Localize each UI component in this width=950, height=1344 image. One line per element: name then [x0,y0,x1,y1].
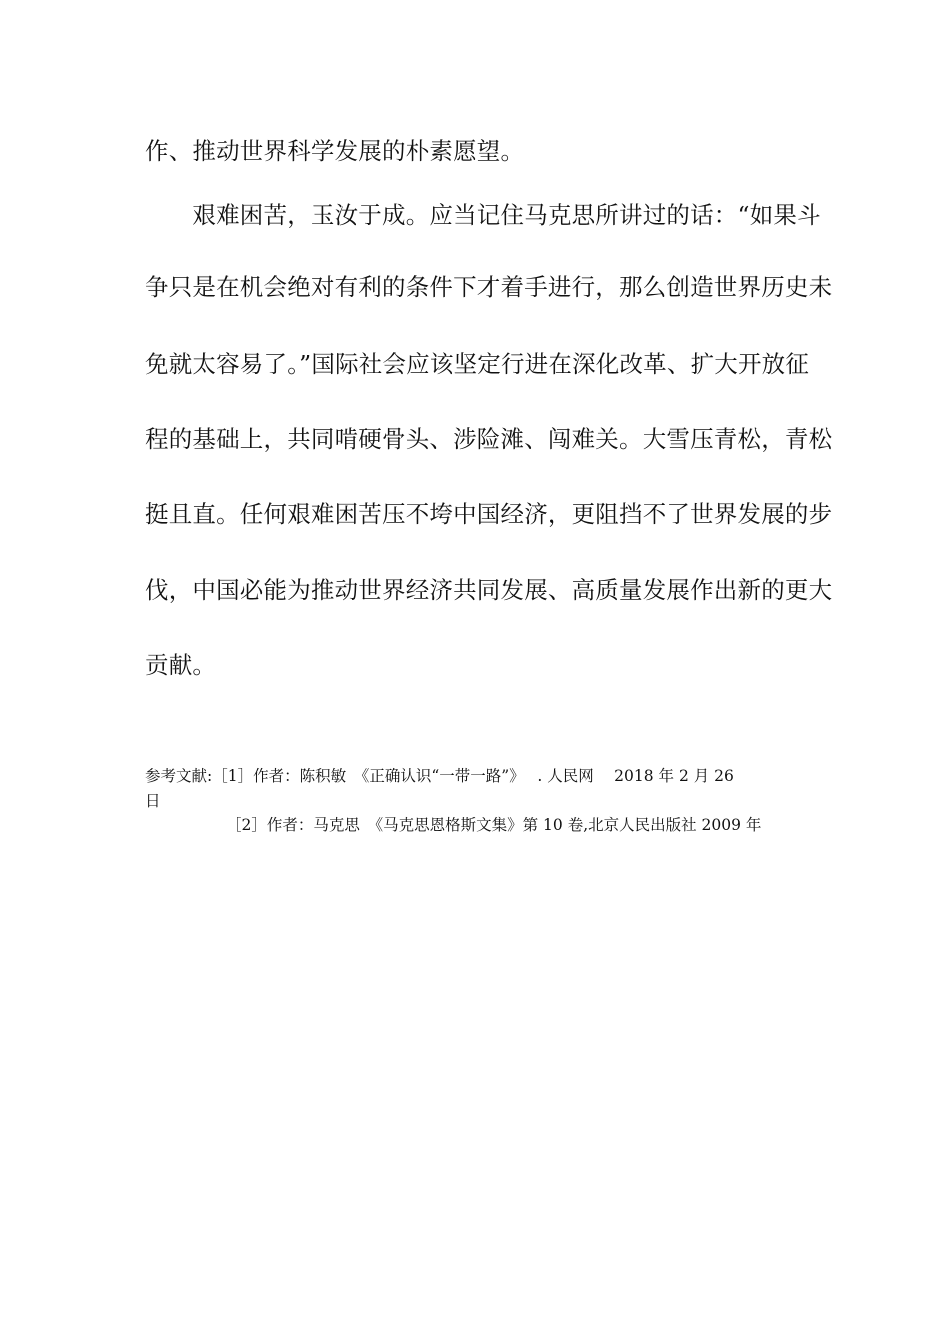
body-line: 争只是在机会绝对有利的条件下才着手进行，那么创造世界历史未 [145,273,833,301]
reference-1: 参考文献:［1］作者：陈积敏 《正确认识“一带一路”》 . 人民网 2018 年 2 月 26 [145,767,734,785]
body-line: 艰难困苦，玉汝于成。应当记住马克思所讲过的话：“如果斗 [145,201,821,229]
reference-2: ［2］作者：马克思 《马克思恩格斯文集》第 10 卷,北京人民出版社 2009 年 [226,816,762,834]
body-line: 作、推动世界科学发展的朴素愿望。 [145,137,525,165]
body-line: 贡献。 [145,651,217,679]
body-line: 挺且直。任何艰难困苦压不垮中国经济，更阻挡不了世界发展的步 [145,500,833,528]
reference-1-continuation: 日 [145,792,161,810]
body-line: 程的基础上，共同啃硬骨头、涉险滩、闯难关。大雪压青松，青松 [145,425,833,453]
body-line: 免就太容易了。”国际社会应该坚定行进在深化改革、扩大开放征 [145,350,810,378]
body-line: 伐，中国必能为推动世界经济共同发展、高质量发展作出新的更大 [145,576,833,604]
